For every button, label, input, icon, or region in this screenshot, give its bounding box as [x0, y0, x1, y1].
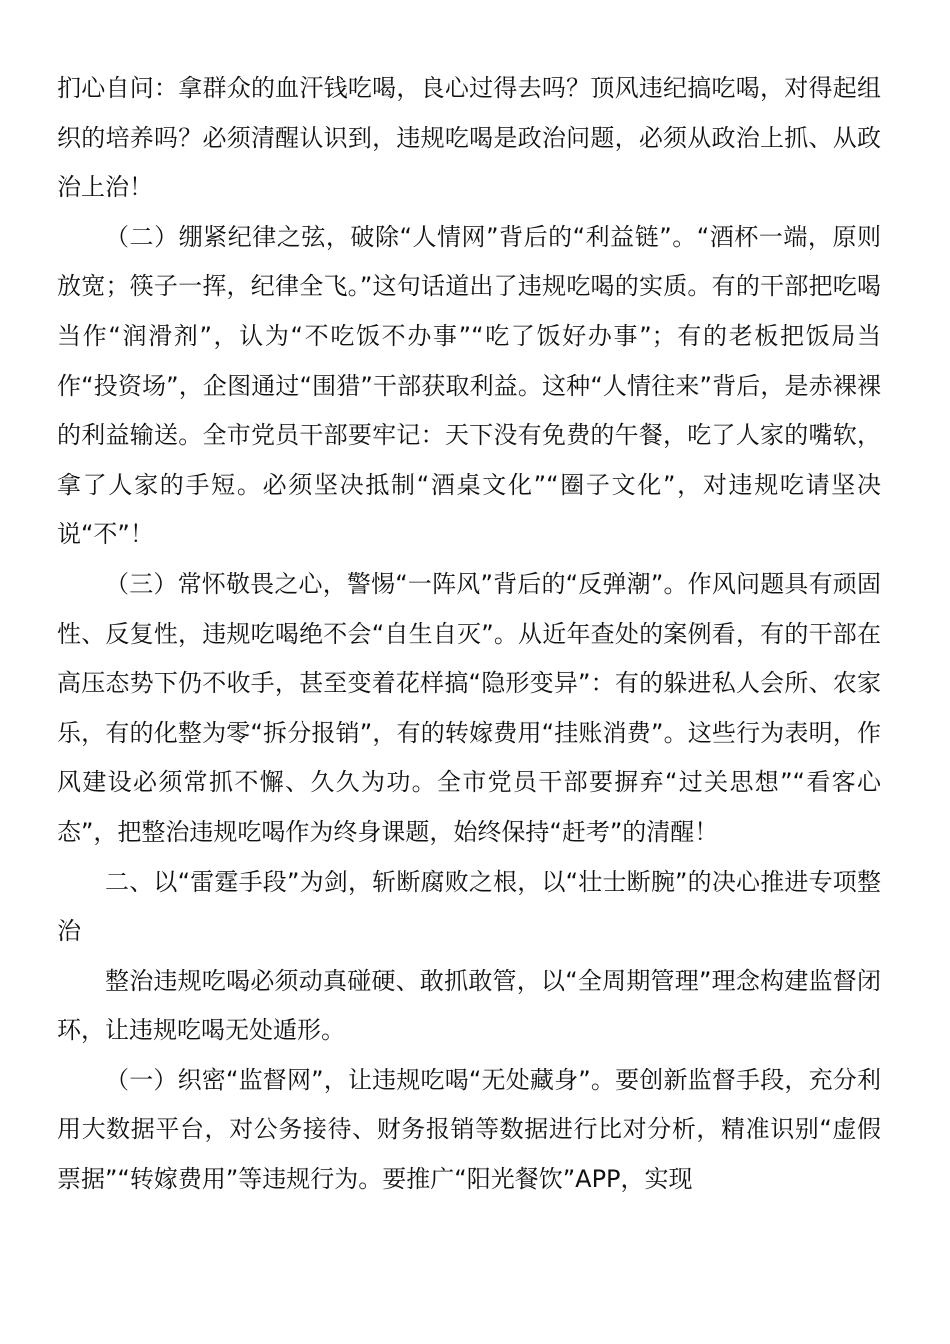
paragraph-section-1-3: （三）常怀敬畏之心，警惕“一阵风”背后的“反弹潮”。作风问题具有顽固性、反复性，违规吃喝绝不会“自生自灭”。从近年查处的案例看，有的干部在高压态势下仍不收手，甚至变着花样搞“隐形变异”：有的躲进私人会所、农家乐，有的化整为零“拆分报销”，有的转嫁费用“挂账消费”。这些行为表明，作风建设必须常抓不懈、久久为功。全市党员干部要摒弃“过关思想”“看客心态”，把整治违规吃喝作为终身课题，始终保持“赶考”的清醒！	[57, 569, 881, 846]
paragraph-section-2-intro: 整治违规吃喝必须动真碰硬、敢抓敢管，以“全周期管理”理念构建监督闭环，让违规吃喝无处遁形。	[57, 966, 881, 1045]
paragraph-section-2-1: （一）织密“监督网”，让违规吃喝“无处藏身”。要创新监督手段，充分利用大数据平台，对公务接待、财务报销等数据进行比对分析，精准识别“虚假票据”“转嫁费用”等违规行为。要推广“阳光餐饮”APP，实现	[57, 1065, 881, 1194]
section-heading-2: 二、以“雷霆手段”为剑，斩断腐败之根，以“壮士断腕”的决心推进专项整治	[57, 867, 881, 946]
paragraph-section-1-2: （二）绷紧纪律之弦，破除“人情网”背后的“利益链”。“酒杯一端，原则放宽；筷子一挥，纪律全飞。”这句话道出了违规吃喝的实质。有的干部把吃喝当作“润滑剂”，认为“不吃饭不办事”“吃了饭好办事”；有的老板把饭局当作“投资场”，企图通过“围猎”干部获取利益。这种“人情往来”背后，是赤裸裸的利益输送。全市党员干部要牢记：天下没有免费的午餐，吃了人家的嘴软，拿了人家的手短。必须坚决抵制“酒桌文化”“圈子文化”，对违规吃请坚决说“不”！	[57, 222, 881, 549]
document-body	[57, 64, 881, 1205]
paragraph-continuation: 扪心自问：拿群众的血汗钱吃喝，良心过得去吗？顶风违纪搞吃喝，对得起组织的培养吗？必须清醒认识到，违规吃喝是政治问题，必须从政治上抓、从政治上治！	[57, 74, 881, 202]
